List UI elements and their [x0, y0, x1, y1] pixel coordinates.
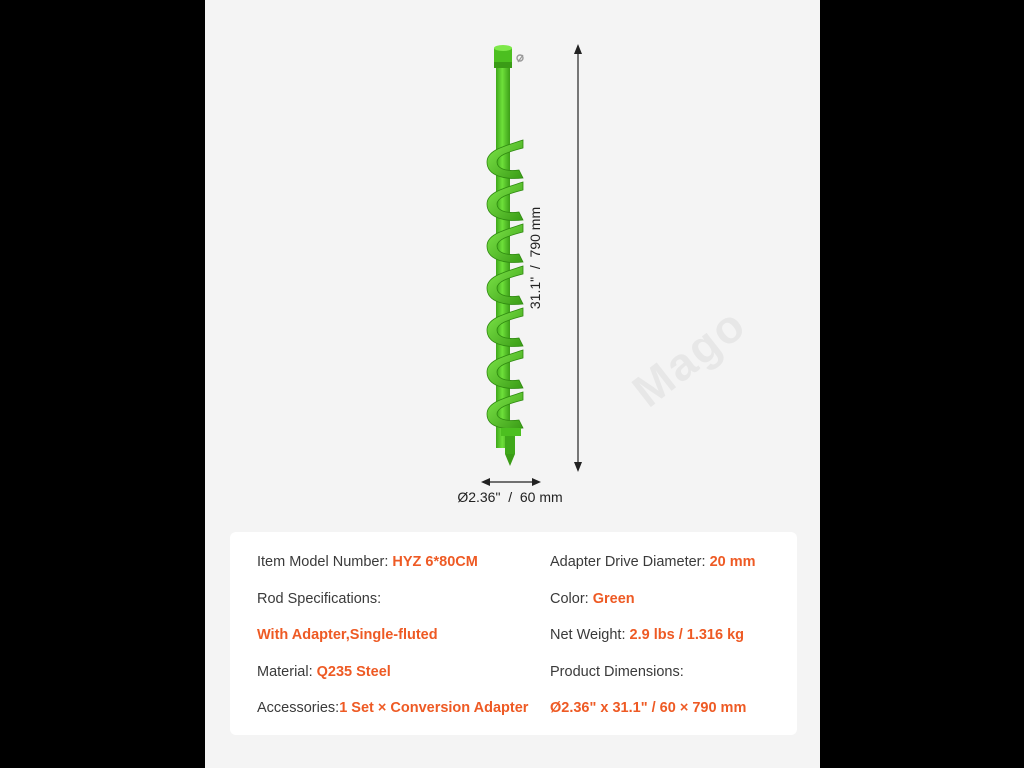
- specification-card: [230, 532, 797, 735]
- spec-label: Accessories:: [257, 700, 340, 716]
- watermark: Mago: [622, 297, 756, 417]
- spec-row-dimensions-value: [550, 698, 790, 735]
- spec-value: Green: [592, 590, 635, 607]
- spec-row-material: [257, 662, 547, 699]
- spec-row-adapter-diameter: [550, 552, 790, 589]
- spec-label: Adapter Drive Diameter:: [550, 554, 710, 570]
- spec-row-rod-value: [257, 625, 547, 662]
- spec-row-dimensions: [550, 662, 790, 699]
- spec-value: 2.9 lbs / 1.316 kg: [629, 627, 744, 643]
- product-figure: [205, 0, 820, 520]
- spec-value: HYZ 6*80CM: [392, 554, 478, 570]
- spec-row-accessories: [257, 698, 547, 735]
- width-dimension-label: Ø2.36" / 60 mm: [457, 489, 563, 505]
- height-dimension-arrow: [574, 44, 582, 472]
- spec-value: 1 Set × Conversion Adapter: [339, 700, 529, 716]
- spec-label: Color:: [550, 590, 593, 607]
- spec-value: Ø2.36" x 31.1" / 60 × 790 mm: [550, 700, 747, 716]
- spec-column-left: [257, 552, 547, 735]
- product-stage: [205, 0, 820, 768]
- spec-row-model: [257, 552, 547, 589]
- spec-row-weight: [550, 625, 790, 662]
- spec-label: Net Weight:: [550, 627, 630, 643]
- spec-label: Material:: [257, 663, 317, 680]
- spec-row-color: [550, 589, 790, 626]
- spec-label: Item Model Number:: [257, 554, 393, 570]
- auger-adapter: [494, 45, 523, 68]
- width-dimension-arrow: [481, 478, 541, 486]
- auger-drawing: [205, 0, 820, 520]
- spec-value: 20 mm: [709, 554, 756, 570]
- spec-column-right: [550, 552, 790, 735]
- spec-row-rod: [257, 589, 547, 626]
- spec-label: Rod Specifications:: [257, 590, 382, 607]
- spec-label: Product Dimensions:: [550, 663, 684, 680]
- height-dimension-label: 31.1" / 790 mm: [527, 206, 543, 310]
- spec-value: With Adapter,Single-fluted: [257, 627, 438, 643]
- spec-value: Q235 Steel: [316, 663, 391, 680]
